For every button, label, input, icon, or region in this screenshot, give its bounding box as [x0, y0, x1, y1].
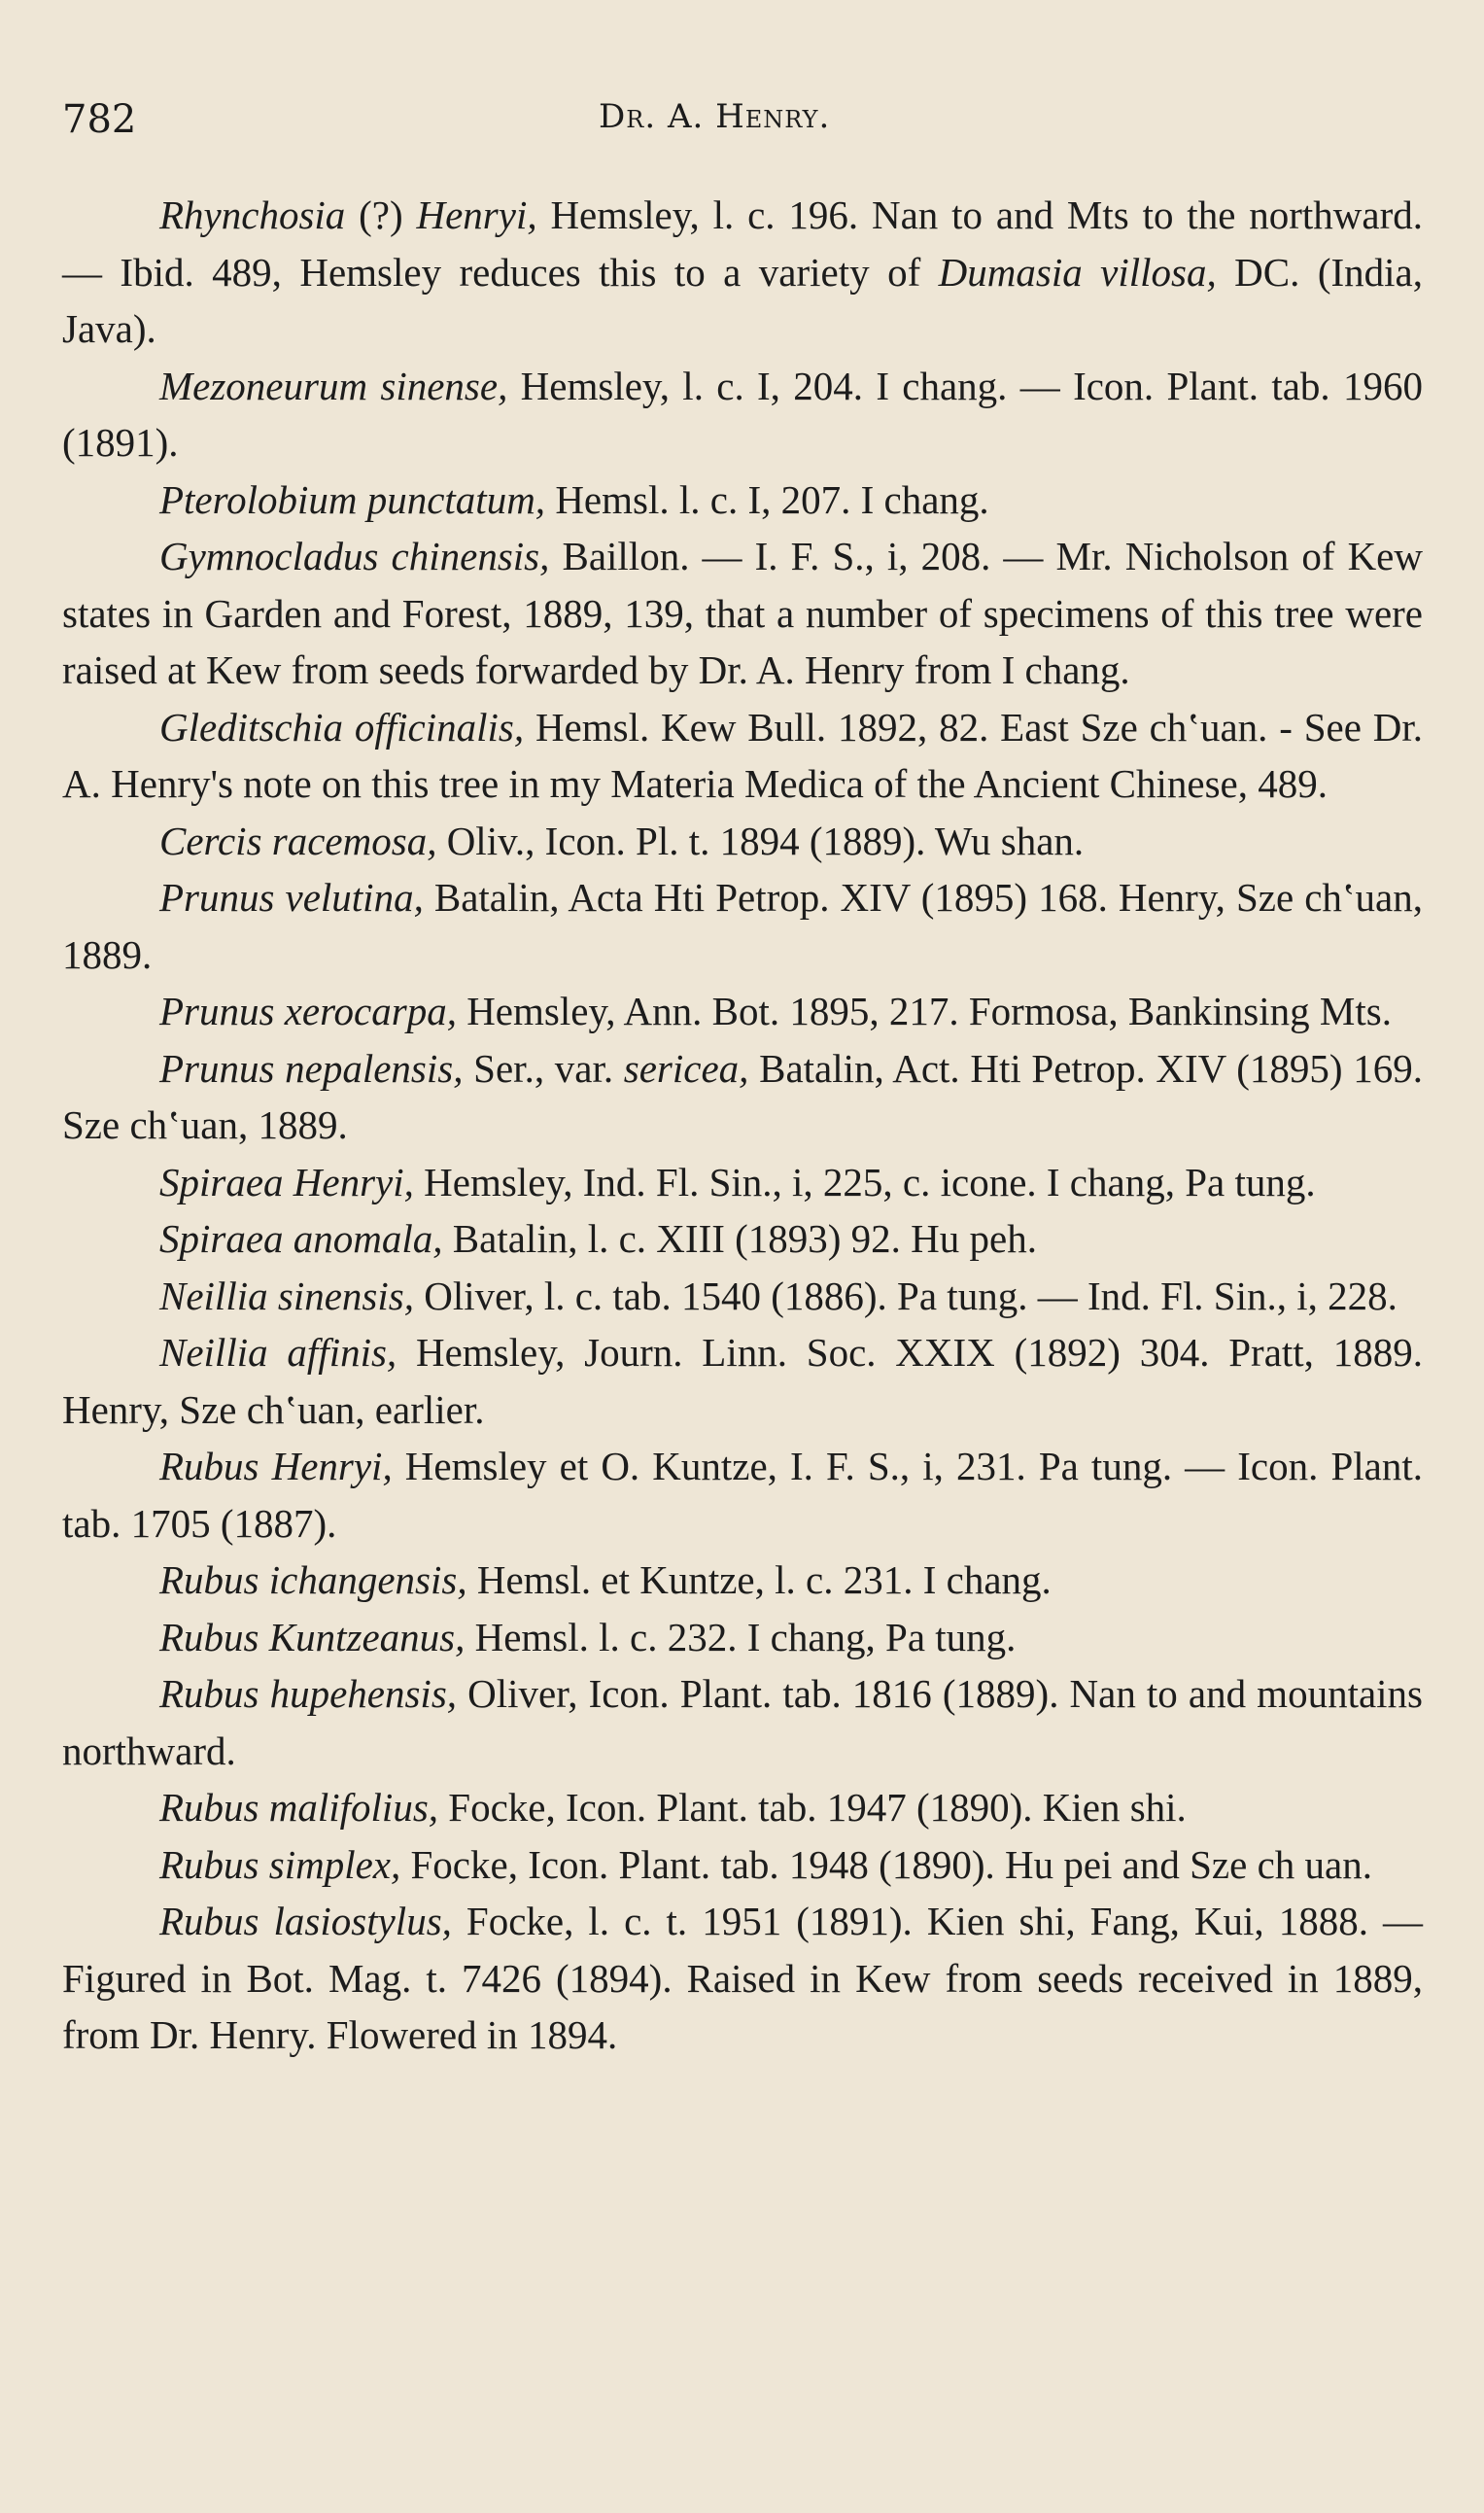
entry-text: Batalin, Acta Hti Petrop. XIV (1895) 168. Henry, Sze chʽuan, 1889.	[62, 875, 1423, 977]
entry-rubus-lasiostylus	[62, 1893, 1423, 2064]
entry-text: Hemsl. l. c. I, 207. I chang.	[545, 476, 989, 522]
species-name: Rubus Henryi,	[159, 1444, 393, 1488]
entry-gleditschia	[62, 699, 1423, 813]
entry-rubus-henryi	[62, 1438, 1423, 1552]
entry-mezoneurum	[62, 358, 1423, 471]
species-name: Henryi,	[416, 192, 537, 237]
entry-text: DC. (India, Java).	[62, 249, 1423, 351]
entry-spiraea-anomala	[62, 1210, 1423, 1268]
species-name: Prunus velutina,	[159, 875, 424, 920]
species-name: Gleditschia officinalis,	[159, 704, 525, 750]
entry-text: Baillon. — I. F. S., i, 208. — Mr. Nicholson of Kew states in Garden and Forest, 1889, 139, that a number of specimens of this tree were raised at Kew from seeds forwarded by Dr. A. Henry from I chang.	[62, 534, 1423, 692]
entry-text: Batalin, Act. Hti Petrop. XIV (1895) 169. Sze chʽuan, 1889.	[62, 1045, 1423, 1147]
entry-rubus-ichangensis	[62, 1552, 1423, 1609]
body-text	[62, 187, 1423, 2064]
entry-text: Focke, l. c. t. 1951 (1891). Kien shi, Fang, Kui, 1888. — Figured in Bot. Mag. t. 7426 (1894). Raised in Kew from seeds received in 1889, from Dr. Henry. Flowered in 1894.	[62, 1899, 1423, 2057]
entry-text: Hemsley, Ann. Bot. 1895, 217. Formosa, Bankinsing Mts.	[456, 989, 1392, 1033]
entry-text: Focke, Icon. Plant. tab. 1947 (1890). Kien shi.	[438, 1785, 1187, 1830]
entry-neillia-sinensis	[62, 1268, 1423, 1325]
species-name: Rubus simplex,	[159, 1841, 401, 1887]
species-name: Prunus xerocarpa,	[159, 989, 457, 1033]
species-name: sericea,	[623, 1045, 749, 1091]
entry-rubus-malifolius	[62, 1779, 1423, 1836]
entry-prunus-xerocarpa	[62, 983, 1423, 1040]
entry-pterolobium	[62, 471, 1423, 529]
entry-rubus-simplex	[62, 1836, 1423, 1894]
entry-rubus-hupehensis	[62, 1665, 1423, 1779]
entry-prunus-velutina	[62, 869, 1423, 983]
species-name: Rubus hupehensis,	[159, 1671, 458, 1716]
entry-gymnocladus	[62, 528, 1423, 699]
species-name: Dumasia villosa,	[938, 249, 1217, 295]
entry-text: Hemsley, l. c. I, 204. I chang. — Icon. Plant. tab. 1960 (1891).	[62, 363, 1423, 465]
entry-text: Batalin, l. c. XIII (1893) 92. Hu peh.	[442, 1216, 1037, 1261]
species-name: Rubus ichangensis,	[159, 1557, 467, 1602]
species-name: Spiraea Henryi,	[159, 1159, 414, 1204]
entry-text: Hemsl. Kew Bull. 1892, 82. East Sze chʽuan. - See Dr. A. Henry's note on this tree in my Materia Medica of the Ancient Chinese, 489.	[62, 704, 1423, 806]
species-name: Rubus malifolius,	[159, 1785, 439, 1830]
species-name: Rubus Kuntzeanus,	[159, 1614, 466, 1659]
page-number: 782	[62, 97, 137, 142]
species-name: Mezoneurum sinense,	[159, 363, 508, 408]
species-name: Neillia sinensis,	[159, 1273, 414, 1318]
entry-text: Focke, Icon. Plant. tab. 1948 (1890). Hu pei and Sze ch uan.	[400, 1841, 1372, 1887]
entry-text: Hemsley, Ind. Fl. Sin., i, 225, c. icone. I chang, Pa tung.	[413, 1159, 1316, 1204]
entry-spiraea-henryi	[62, 1154, 1423, 1211]
entry-text: Hemsley et O. Kuntze, I. F. S., i, 231. Pa tung. — Icon. Plant. tab. 1705 (1887).	[62, 1444, 1423, 1546]
entry-text: Oliver, l. c. tab. 1540 (1886). Pa tung. — Ind. Fl. Sin., i, 228.	[413, 1273, 1398, 1318]
entry-text: Ser., var.	[463, 1045, 624, 1091]
entry-neillia-affinis	[62, 1324, 1423, 1438]
entry-rubus-kuntzeanus	[62, 1609, 1423, 1666]
entry-text: Hemsl. l. c. 232. I chang, Pa tung.	[465, 1614, 1017, 1659]
entry-text: Hemsley, Journ. Linn. Soc. XXIX (1892) 304. Pratt, 1889. Henry, Sze chʽuan, earlier.	[62, 1330, 1423, 1432]
species-name: Prunus nepalensis,	[159, 1045, 464, 1091]
running-head: Dr. A. Henry.	[599, 97, 831, 136]
species-name: Spiraea anomala,	[159, 1216, 443, 1261]
species-name: Gymnocladus chinensis,	[159, 534, 550, 578]
species-name: Neillia affinis,	[159, 1330, 397, 1375]
species-name: Pterolobium punctatum,	[159, 476, 546, 522]
entry-rhynchosia: Rhynchosia (?) Henryi, Hemsley, l. c. 196. Nan to and Mts to the northward. — Ibid. 489, Hemsley reduces this to a variety of Dumasia villosa, DC. (India, Java).	[62, 192, 1423, 351]
species-name: Rubus lasiostylus,	[159, 1899, 452, 1943]
species-name: Cercis racemosa,	[159, 818, 437, 863]
entry-text: Hemsl. et Kuntze, l. c. 231. I chang.	[466, 1557, 1052, 1602]
species-name: Rhynchosia	[159, 192, 346, 237]
entry-text: Hemsley, l. c. 196. Nan to and Mts to the northward. — Ibid. 489, Hemsley reduces this to a variety of	[62, 192, 1423, 295]
entry-text: Oliver, Icon. Plant. tab. 1816 (1889). Nan to and mountains northward.	[62, 1671, 1424, 1773]
entry-text: Oliv., Icon. Pl. t. 1894 (1889). Wu shan.	[436, 818, 1085, 863]
entry-prunus-nepalensis	[62, 1040, 1423, 1154]
page-header	[62, 97, 1423, 156]
entry-cercis	[62, 813, 1423, 870]
